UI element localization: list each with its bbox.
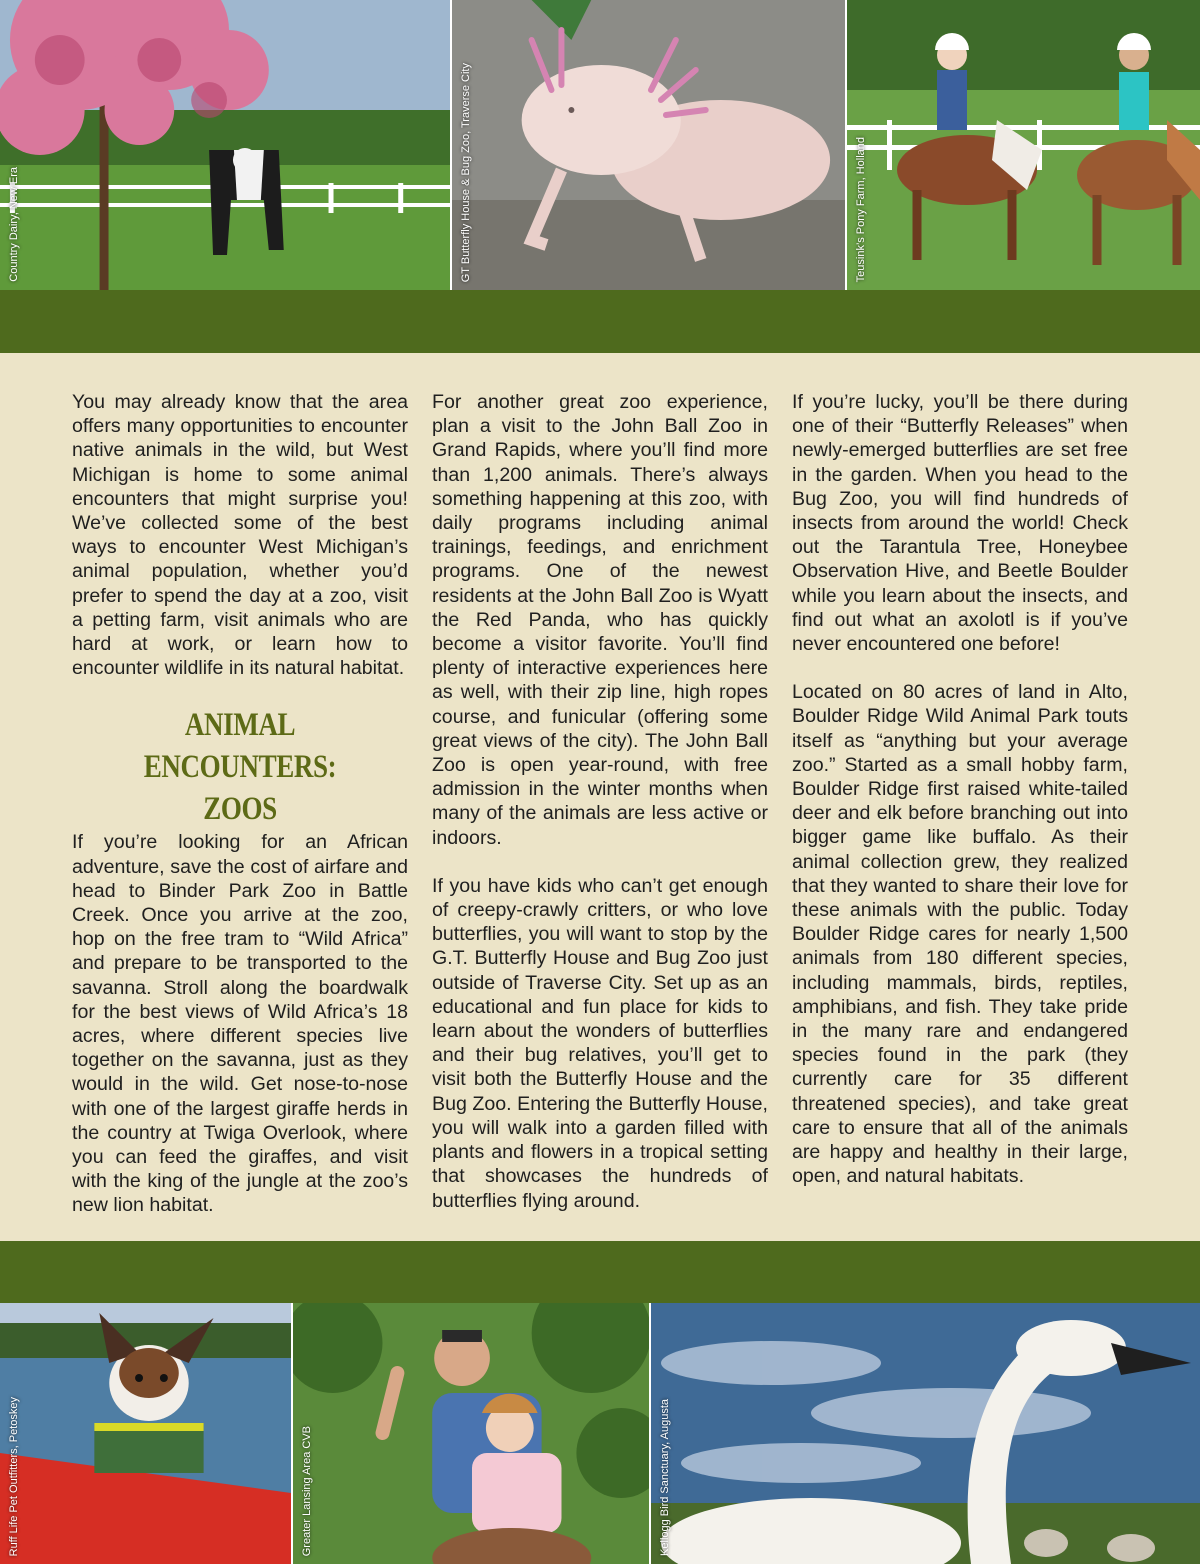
photo-credit: Country Dairy, New Era: [8, 167, 20, 282]
ponies-illustration: [847, 0, 1200, 290]
photo-credit: Ruff Life Pet Outfitters, Petoskey: [8, 1396, 20, 1556]
binder-park-paragraph: If you’re looking for an African adventure, save the cost of airfare and head to Binder Park Zoo in Battle Creek. Once you arrive at the zoo, hop on the free tram to “Wild Africa” and prepare to be transported to the savanna. Stroll along the boardwalk for the best views of Wild Africa’s 18 acres, where different species live together on the savanna, just as they would in the wild. Get nose-to-nose with one of the largest giraffe herds in the country at Twiga Overlook, where you can feed the giraffes, and visit with the king of the jungle at the zoo’s new lion habitat.: [72, 831, 408, 1217]
photo-ponies: [847, 0, 1200, 290]
section-heading-line-2: ZOOS: [203, 791, 277, 828]
section-heading: [102, 704, 378, 830]
butterfly-house-paragraph: If you have kids who can’t get enough of creepy-crawly critters, or who love butterflies, you will want to stop by the G.T. Butterfly House and Bug Zoo just outside of Traverse City. Set up as an educational and fun place for kids to learn about the wonders of butterflies and their bug relatives, you’ll get to visit both the Butterfly House and the Bug Zoo. Entering the Butterfly House, you will walk into a garden filled with plants and flowers in a tropical setting that showcases the hundreds of butterflies flying around.: [432, 874, 768, 1212]
photo-axolotl: [452, 0, 847, 290]
dog-illustration: [0, 1303, 291, 1564]
calf-illustration: [0, 0, 450, 290]
top-photo-row: [0, 0, 1200, 290]
photo-carousel: [293, 1303, 651, 1564]
photo-credit: Kellogg Bird Sanctuary, Augusta: [659, 1399, 671, 1556]
section-heading-line-1: ANIMAL ENCOUNTERS:: [143, 707, 337, 786]
boulder-ridge-paragraph: Located on 80 acres of land in Alto, Boulder Ridge Wild Animal Park touts itself as “anything but your average zoo.” Started as a small hobby farm, Boulder Ridge first raised white-tailed deer and elk before branching out into bigger game like buffalo. As their animal collection grew, they realized that they wanted to share their love for these animals with the public. Today Boulder Ridge cares for nearly 1,500 animals from 180 different species, including mammals, birds, reptiles, amphibians, and fish. They take pride in the many rare and endangered species found in the park (they currently care for 35 different threatened species), and take great care to ensure that all of the animals are happy and healthy in their large, open, and natural habitats.: [792, 681, 1128, 1188]
article-column-2: [432, 390, 768, 1237]
axolotl-illustration: [452, 0, 845, 290]
butterfly-release-paragraph: If you’re lucky, you’ll be there during one of their “Butterfly Releases” when newly-emerged butterflies are set free in the garden. When you head to the Bug Zoo, you will find hundreds of insects from around the world! Check out the Tarantula Tree, Honeybee Observation Hive, and Beetle Boulder while you learn about the insects, and find out what an axolotl is if you’ve never encountered one before!: [792, 391, 1128, 656]
photo-calf: [0, 0, 452, 290]
photo-dog: [0, 1303, 293, 1564]
intro-paragraph: You may already know that the area offers many opportunities to encounter native animals in the wild, but West Michigan is home to some animal encounters that might surprise you! We’ve collected some of the best ways to encounter West Michigan’s animal population, whether you’d prefer to spend the day at a zoo, visit a petting farm, visit animals who are hard at work, or learn how to encounter wildlife in its natural habitat.: [72, 391, 408, 680]
bottom-color-band: [0, 1241, 1200, 1303]
article-column-3: [792, 390, 1128, 1213]
photo-credit: Teusink’s Pony Farm, Holland: [855, 136, 867, 282]
photo-credit: GT Butterfly House & Bug Zoo, Traverse City: [460, 62, 472, 282]
article-column-1: [72, 390, 408, 1242]
carousel-illustration: [293, 1303, 649, 1564]
bottom-photo-row: [0, 1303, 1200, 1564]
top-color-band: [0, 290, 1200, 353]
swan-illustration: [651, 1303, 1200, 1564]
photo-credit: Greater Lansing Area CVB: [301, 1425, 313, 1556]
photo-swan: [651, 1303, 1200, 1564]
john-ball-paragraph: For another great zoo experience, plan a visit to the John Ball Zoo in Grand Rapids, where you’ll find more than 1,200 animals. There’s always something happening at this zoo, with daily programs including animal trainings, feedings, and enrichment programs. One of the newest residents at the John Ball Zoo is Wyatt the Red Panda, who has quickly become a visitor favorite. You’ll find plenty of interactive experiences here as well, with their zip line, high ropes course, and funicular (offering some great views of the city). The John Ball Zoo is open year-round, with free admission in the winter months when many of the animals are less active or indoors.: [432, 391, 768, 849]
